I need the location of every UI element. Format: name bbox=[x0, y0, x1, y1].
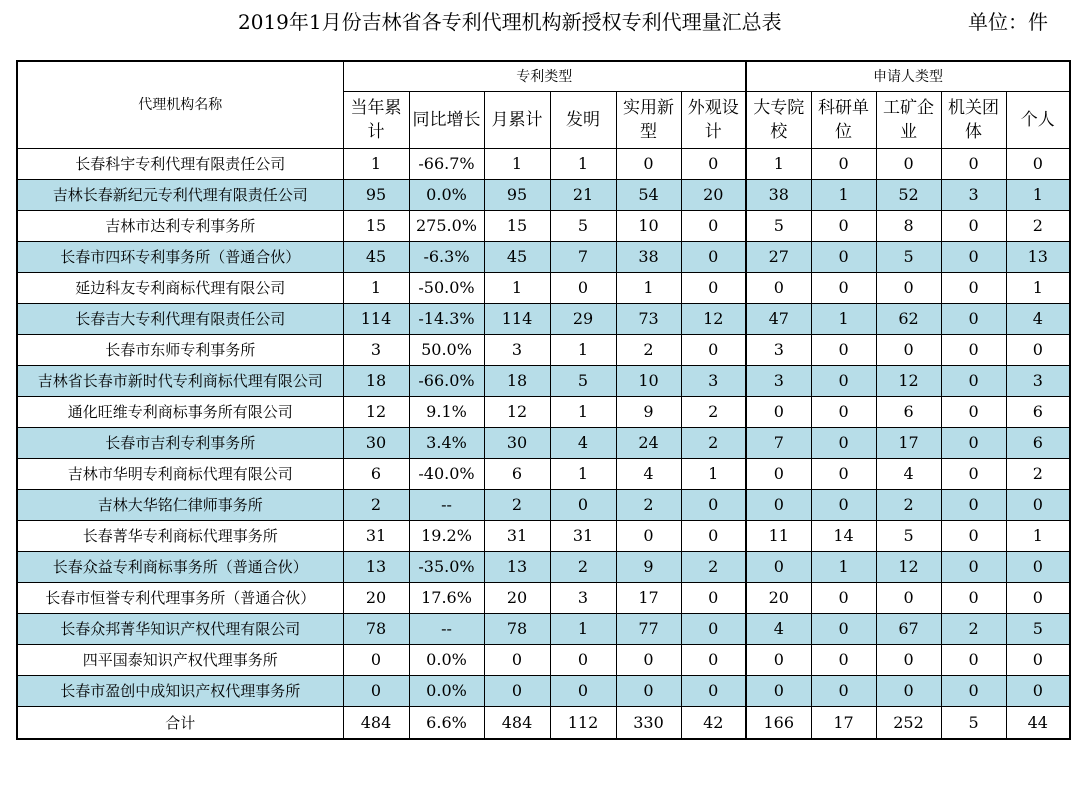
total-value-cell: 42 bbox=[681, 707, 746, 740]
value-cell: 0 bbox=[616, 645, 681, 676]
value-cell: 20 bbox=[484, 583, 550, 614]
value-cell: -- bbox=[409, 614, 484, 645]
value-cell: 38 bbox=[616, 242, 681, 273]
agency-name-cell: 长春众邦菁华知识产权代理有限公司 bbox=[17, 614, 343, 645]
value-cell: 0 bbox=[941, 645, 1006, 676]
value-cell: 0 bbox=[550, 273, 616, 304]
value-cell: 0 bbox=[681, 583, 746, 614]
value-cell: 47 bbox=[746, 304, 811, 335]
value-cell: 17.6% bbox=[409, 583, 484, 614]
total-label: 合计 bbox=[17, 707, 343, 740]
table-row bbox=[17, 428, 1070, 459]
value-cell: 0 bbox=[941, 583, 1006, 614]
value-cell: 2 bbox=[1006, 459, 1070, 490]
value-cell: 0 bbox=[941, 149, 1006, 180]
table-row bbox=[17, 242, 1070, 273]
column-header: 工矿企业 bbox=[876, 92, 941, 149]
agency-name-cell: 吉林市华明专利商标代理有限公司 bbox=[17, 459, 343, 490]
value-cell: 3 bbox=[681, 366, 746, 397]
value-cell: 0 bbox=[1006, 490, 1070, 521]
total-value-cell: 6.6% bbox=[409, 707, 484, 740]
value-cell: 20 bbox=[343, 583, 409, 614]
total-value-cell: 484 bbox=[343, 707, 409, 740]
value-cell: 13 bbox=[1006, 242, 1070, 273]
value-cell: 0 bbox=[811, 583, 876, 614]
value-cell: 0 bbox=[746, 645, 811, 676]
value-cell: -40.0% bbox=[409, 459, 484, 490]
value-cell: 0 bbox=[1006, 149, 1070, 180]
value-cell: 114 bbox=[484, 304, 550, 335]
value-cell: 1 bbox=[343, 149, 409, 180]
value-cell: 0 bbox=[681, 645, 746, 676]
value-cell: 0 bbox=[1006, 552, 1070, 583]
value-cell: 0 bbox=[1006, 676, 1070, 707]
value-cell: 9 bbox=[616, 397, 681, 428]
value-cell: 20 bbox=[681, 180, 746, 211]
value-cell: 2 bbox=[550, 552, 616, 583]
total-row bbox=[17, 707, 1070, 740]
value-cell: 45 bbox=[343, 242, 409, 273]
total-value-cell: 112 bbox=[550, 707, 616, 740]
agency-name-cell: 长春吉大专利代理有限责任公司 bbox=[17, 304, 343, 335]
value-cell: 0 bbox=[876, 676, 941, 707]
agency-name-cell: 吉林省长春市新时代专利商标代理有限公司 bbox=[17, 366, 343, 397]
value-cell: 13 bbox=[484, 552, 550, 583]
column-header: 科研单位 bbox=[811, 92, 876, 149]
unit-label: 单位：件 bbox=[968, 10, 1048, 34]
value-cell: -35.0% bbox=[409, 552, 484, 583]
value-cell: 2 bbox=[484, 490, 550, 521]
value-cell: -66.7% bbox=[409, 149, 484, 180]
agency-name-cell: 长春市恒誉专利代理事务所（普通合伙） bbox=[17, 583, 343, 614]
column-header: 当年累计 bbox=[343, 92, 409, 149]
table-row bbox=[17, 335, 1070, 366]
value-cell: 12 bbox=[343, 397, 409, 428]
value-cell: 78 bbox=[484, 614, 550, 645]
value-cell: 30 bbox=[484, 428, 550, 459]
value-cell: 5 bbox=[876, 242, 941, 273]
value-cell: 0 bbox=[484, 645, 550, 676]
value-cell: 2 bbox=[616, 490, 681, 521]
value-cell: 1 bbox=[811, 304, 876, 335]
value-cell: 0 bbox=[484, 676, 550, 707]
value-cell: 0 bbox=[941, 676, 1006, 707]
value-cell: 5 bbox=[1006, 614, 1070, 645]
value-cell: 4 bbox=[616, 459, 681, 490]
value-cell: 4 bbox=[1006, 304, 1070, 335]
value-cell: 1 bbox=[343, 273, 409, 304]
value-cell: 73 bbox=[616, 304, 681, 335]
value-cell: 0 bbox=[811, 211, 876, 242]
value-cell: 21 bbox=[550, 180, 616, 211]
value-cell: 0 bbox=[1006, 583, 1070, 614]
report-title: 2019年1月份吉林省各专利代理机构新授权专利代理量汇总表 bbox=[238, 10, 782, 34]
value-cell: 0.0% bbox=[409, 676, 484, 707]
value-cell: 1 bbox=[811, 180, 876, 211]
total-value-cell: 330 bbox=[616, 707, 681, 740]
value-cell: 114 bbox=[343, 304, 409, 335]
value-cell: 1 bbox=[550, 149, 616, 180]
table-row bbox=[17, 552, 1070, 583]
value-cell: 0 bbox=[876, 583, 941, 614]
value-cell: 0 bbox=[941, 366, 1006, 397]
value-cell: 1 bbox=[550, 397, 616, 428]
value-cell: 0 bbox=[681, 521, 746, 552]
value-cell: 7 bbox=[746, 428, 811, 459]
value-cell: 13 bbox=[343, 552, 409, 583]
value-cell: 0 bbox=[811, 614, 876, 645]
value-cell: 1 bbox=[484, 149, 550, 180]
value-cell: 1 bbox=[746, 149, 811, 180]
table-row bbox=[17, 521, 1070, 552]
value-cell: 30 bbox=[343, 428, 409, 459]
value-cell: 0 bbox=[941, 397, 1006, 428]
value-cell: 4 bbox=[746, 614, 811, 645]
agency-name-cell: 长春市盈创中成知识产权代理事务所 bbox=[17, 676, 343, 707]
value-cell: 77 bbox=[616, 614, 681, 645]
value-cell: 0 bbox=[876, 335, 941, 366]
column-header: 大专院校 bbox=[746, 92, 811, 149]
value-cell: 6 bbox=[1006, 397, 1070, 428]
value-cell: 7 bbox=[550, 242, 616, 273]
value-cell: 52 bbox=[876, 180, 941, 211]
value-cell: 9 bbox=[616, 552, 681, 583]
value-cell: 19.2% bbox=[409, 521, 484, 552]
value-cell: -50.0% bbox=[409, 273, 484, 304]
value-cell: 1 bbox=[550, 335, 616, 366]
value-cell: 3 bbox=[343, 335, 409, 366]
column-header: 发明 bbox=[550, 92, 616, 149]
value-cell: 9.1% bbox=[409, 397, 484, 428]
value-cell: 0 bbox=[811, 397, 876, 428]
value-cell: 0 bbox=[941, 273, 1006, 304]
value-cell: 4 bbox=[876, 459, 941, 490]
value-cell: 5 bbox=[550, 366, 616, 397]
value-cell: 0 bbox=[811, 676, 876, 707]
value-cell: 0 bbox=[811, 149, 876, 180]
value-cell: 0 bbox=[681, 335, 746, 366]
value-cell: 0 bbox=[681, 273, 746, 304]
value-cell: 0 bbox=[941, 552, 1006, 583]
column-header: 机关团体 bbox=[941, 92, 1006, 149]
column-header: 同比增长 bbox=[409, 92, 484, 149]
value-cell: 95 bbox=[343, 180, 409, 211]
value-cell: 3 bbox=[746, 335, 811, 366]
value-cell: 0 bbox=[941, 521, 1006, 552]
table-row bbox=[17, 645, 1070, 676]
value-cell: -66.0% bbox=[409, 366, 484, 397]
value-cell: 15 bbox=[484, 211, 550, 242]
value-cell: 3 bbox=[484, 335, 550, 366]
value-cell: 1 bbox=[811, 552, 876, 583]
table-row bbox=[17, 614, 1070, 645]
value-cell: 3 bbox=[550, 583, 616, 614]
value-cell: 38 bbox=[746, 180, 811, 211]
value-cell: 2 bbox=[681, 397, 746, 428]
value-cell: -- bbox=[409, 490, 484, 521]
agency-name-cell: 长春市四环专利事务所（普通合伙） bbox=[17, 242, 343, 273]
agency-name-cell: 长春众益专利商标事务所（普通合伙） bbox=[17, 552, 343, 583]
total-value-cell: 5 bbox=[941, 707, 1006, 740]
agency-summary-table bbox=[16, 60, 1071, 740]
value-cell: 0 bbox=[811, 459, 876, 490]
value-cell: 1 bbox=[550, 614, 616, 645]
value-cell: 0 bbox=[941, 459, 1006, 490]
value-cell: 3 bbox=[1006, 366, 1070, 397]
value-cell: 15 bbox=[343, 211, 409, 242]
value-cell: 20 bbox=[746, 583, 811, 614]
value-cell: 27 bbox=[746, 242, 811, 273]
value-cell: 6 bbox=[484, 459, 550, 490]
value-cell: 0 bbox=[681, 490, 746, 521]
total-value-cell: 484 bbox=[484, 707, 550, 740]
value-cell: 0 bbox=[616, 149, 681, 180]
value-cell: 0 bbox=[681, 211, 746, 242]
table-row bbox=[17, 304, 1070, 335]
value-cell: 1 bbox=[1006, 521, 1070, 552]
value-cell: 0 bbox=[811, 366, 876, 397]
table-row bbox=[17, 459, 1070, 490]
value-cell: 0 bbox=[941, 428, 1006, 459]
value-cell: 6 bbox=[1006, 428, 1070, 459]
value-cell: 17 bbox=[876, 428, 941, 459]
value-cell: 0 bbox=[681, 676, 746, 707]
value-cell: 2 bbox=[1006, 211, 1070, 242]
value-cell: 0 bbox=[616, 521, 681, 552]
value-cell: 12 bbox=[876, 552, 941, 583]
value-cell: 50.0% bbox=[409, 335, 484, 366]
agency-name-cell: 吉林长春新纪元专利代理有限责任公司 bbox=[17, 180, 343, 211]
value-cell: 0 bbox=[941, 335, 1006, 366]
agency-name-cell: 长春科宇专利代理有限责任公司 bbox=[17, 149, 343, 180]
total-value-cell: 17 bbox=[811, 707, 876, 740]
value-cell: -6.3% bbox=[409, 242, 484, 273]
value-cell: 0 bbox=[811, 273, 876, 304]
value-cell: 95 bbox=[484, 180, 550, 211]
value-cell: 1 bbox=[550, 459, 616, 490]
value-cell: 2 bbox=[681, 552, 746, 583]
value-cell: 0 bbox=[681, 242, 746, 273]
value-cell: 0 bbox=[941, 242, 1006, 273]
value-cell: -14.3% bbox=[409, 304, 484, 335]
value-cell: 0 bbox=[550, 490, 616, 521]
value-cell: 4 bbox=[550, 428, 616, 459]
value-cell: 0 bbox=[616, 676, 681, 707]
value-cell: 62 bbox=[876, 304, 941, 335]
agency-name-cell: 长春市吉利专利事务所 bbox=[17, 428, 343, 459]
value-cell: 0 bbox=[746, 490, 811, 521]
value-cell: 31 bbox=[343, 521, 409, 552]
value-cell: 2 bbox=[616, 335, 681, 366]
total-value-cell: 252 bbox=[876, 707, 941, 740]
value-cell: 0 bbox=[550, 645, 616, 676]
value-cell: 2 bbox=[941, 614, 1006, 645]
value-cell: 14 bbox=[811, 521, 876, 552]
column-header: 外观设计 bbox=[681, 92, 746, 149]
value-cell: 45 bbox=[484, 242, 550, 273]
applicant-type-header: 申请人类型 bbox=[746, 61, 1070, 92]
value-cell: 0 bbox=[876, 645, 941, 676]
value-cell: 24 bbox=[616, 428, 681, 459]
value-cell: 31 bbox=[550, 521, 616, 552]
table-row bbox=[17, 366, 1070, 397]
value-cell: 0 bbox=[746, 552, 811, 583]
value-cell: 0 bbox=[876, 149, 941, 180]
value-cell: 0 bbox=[811, 490, 876, 521]
agency-name-cell: 长春市东师专利事务所 bbox=[17, 335, 343, 366]
value-cell: 2 bbox=[876, 490, 941, 521]
value-cell: 3 bbox=[746, 366, 811, 397]
agency-name-cell: 延边科友专利商标代理有限公司 bbox=[17, 273, 343, 304]
value-cell: 1 bbox=[1006, 273, 1070, 304]
total-value-cell: 166 bbox=[746, 707, 811, 740]
value-cell: 67 bbox=[876, 614, 941, 645]
value-cell: 10 bbox=[616, 211, 681, 242]
value-cell: 0 bbox=[746, 397, 811, 428]
value-cell: 29 bbox=[550, 304, 616, 335]
agency-name-cell: 长春菁华专利商标代理事务所 bbox=[17, 521, 343, 552]
value-cell: 0 bbox=[941, 490, 1006, 521]
header-row-groups bbox=[17, 61, 1070, 92]
agency-name-cell: 通化旺维专利商标事务所有限公司 bbox=[17, 397, 343, 428]
total-value-cell: 44 bbox=[1006, 707, 1070, 740]
value-cell: 54 bbox=[616, 180, 681, 211]
table-row bbox=[17, 676, 1070, 707]
value-cell: 0 bbox=[941, 211, 1006, 242]
patent-type-header: 专利类型 bbox=[343, 61, 746, 92]
value-cell: 0 bbox=[811, 242, 876, 273]
agency-name-cell: 吉林市达利专利事务所 bbox=[17, 211, 343, 242]
table-row bbox=[17, 180, 1070, 211]
table-row bbox=[17, 273, 1070, 304]
value-cell: 0.0% bbox=[409, 645, 484, 676]
value-cell: 0 bbox=[811, 645, 876, 676]
value-cell: 0 bbox=[811, 428, 876, 459]
value-cell: 0 bbox=[1006, 335, 1070, 366]
value-cell: 0 bbox=[746, 273, 811, 304]
value-cell: 5 bbox=[876, 521, 941, 552]
value-cell: 1 bbox=[1006, 180, 1070, 211]
table-row bbox=[17, 149, 1070, 180]
column-header: 实用新型 bbox=[616, 92, 681, 149]
value-cell: 0 bbox=[746, 459, 811, 490]
table-row bbox=[17, 490, 1070, 521]
value-cell: 5 bbox=[550, 211, 616, 242]
value-cell: 78 bbox=[343, 614, 409, 645]
value-cell: 2 bbox=[681, 428, 746, 459]
value-cell: 12 bbox=[876, 366, 941, 397]
column-header: 个人 bbox=[1006, 92, 1070, 149]
value-cell: 5 bbox=[746, 211, 811, 242]
value-cell: 1 bbox=[681, 459, 746, 490]
column-header: 月累计 bbox=[484, 92, 550, 149]
value-cell: 11 bbox=[746, 521, 811, 552]
value-cell: 2 bbox=[343, 490, 409, 521]
value-cell: 18 bbox=[484, 366, 550, 397]
value-cell: 18 bbox=[343, 366, 409, 397]
agency-name-cell: 吉林大华铭仁律师事务所 bbox=[17, 490, 343, 521]
value-cell: 0 bbox=[343, 645, 409, 676]
value-cell: 0 bbox=[1006, 645, 1070, 676]
value-cell: 1 bbox=[484, 273, 550, 304]
value-cell: 0 bbox=[746, 676, 811, 707]
value-cell: 31 bbox=[484, 521, 550, 552]
value-cell: 1 bbox=[616, 273, 681, 304]
value-cell: 6 bbox=[876, 397, 941, 428]
table-row bbox=[17, 397, 1070, 428]
value-cell: 0 bbox=[811, 335, 876, 366]
value-cell: 0 bbox=[343, 676, 409, 707]
value-cell: 3 bbox=[941, 180, 1006, 211]
agency-name-header: 代理机构名称 bbox=[17, 61, 343, 149]
value-cell: 275.0% bbox=[409, 211, 484, 242]
value-cell: 3.4% bbox=[409, 428, 484, 459]
value-cell: 0.0% bbox=[409, 180, 484, 211]
value-cell: 0 bbox=[550, 676, 616, 707]
value-cell: 8 bbox=[876, 211, 941, 242]
value-cell: 17 bbox=[616, 583, 681, 614]
value-cell: 0 bbox=[681, 149, 746, 180]
value-cell: 0 bbox=[941, 304, 1006, 335]
agency-name-cell: 四平国泰知识产权代理事务所 bbox=[17, 645, 343, 676]
value-cell: 10 bbox=[616, 366, 681, 397]
value-cell: 6 bbox=[343, 459, 409, 490]
value-cell: 12 bbox=[681, 304, 746, 335]
table-row bbox=[17, 211, 1070, 242]
table-row bbox=[17, 583, 1070, 614]
value-cell: 0 bbox=[681, 614, 746, 645]
value-cell: 0 bbox=[876, 273, 941, 304]
value-cell: 12 bbox=[484, 397, 550, 428]
